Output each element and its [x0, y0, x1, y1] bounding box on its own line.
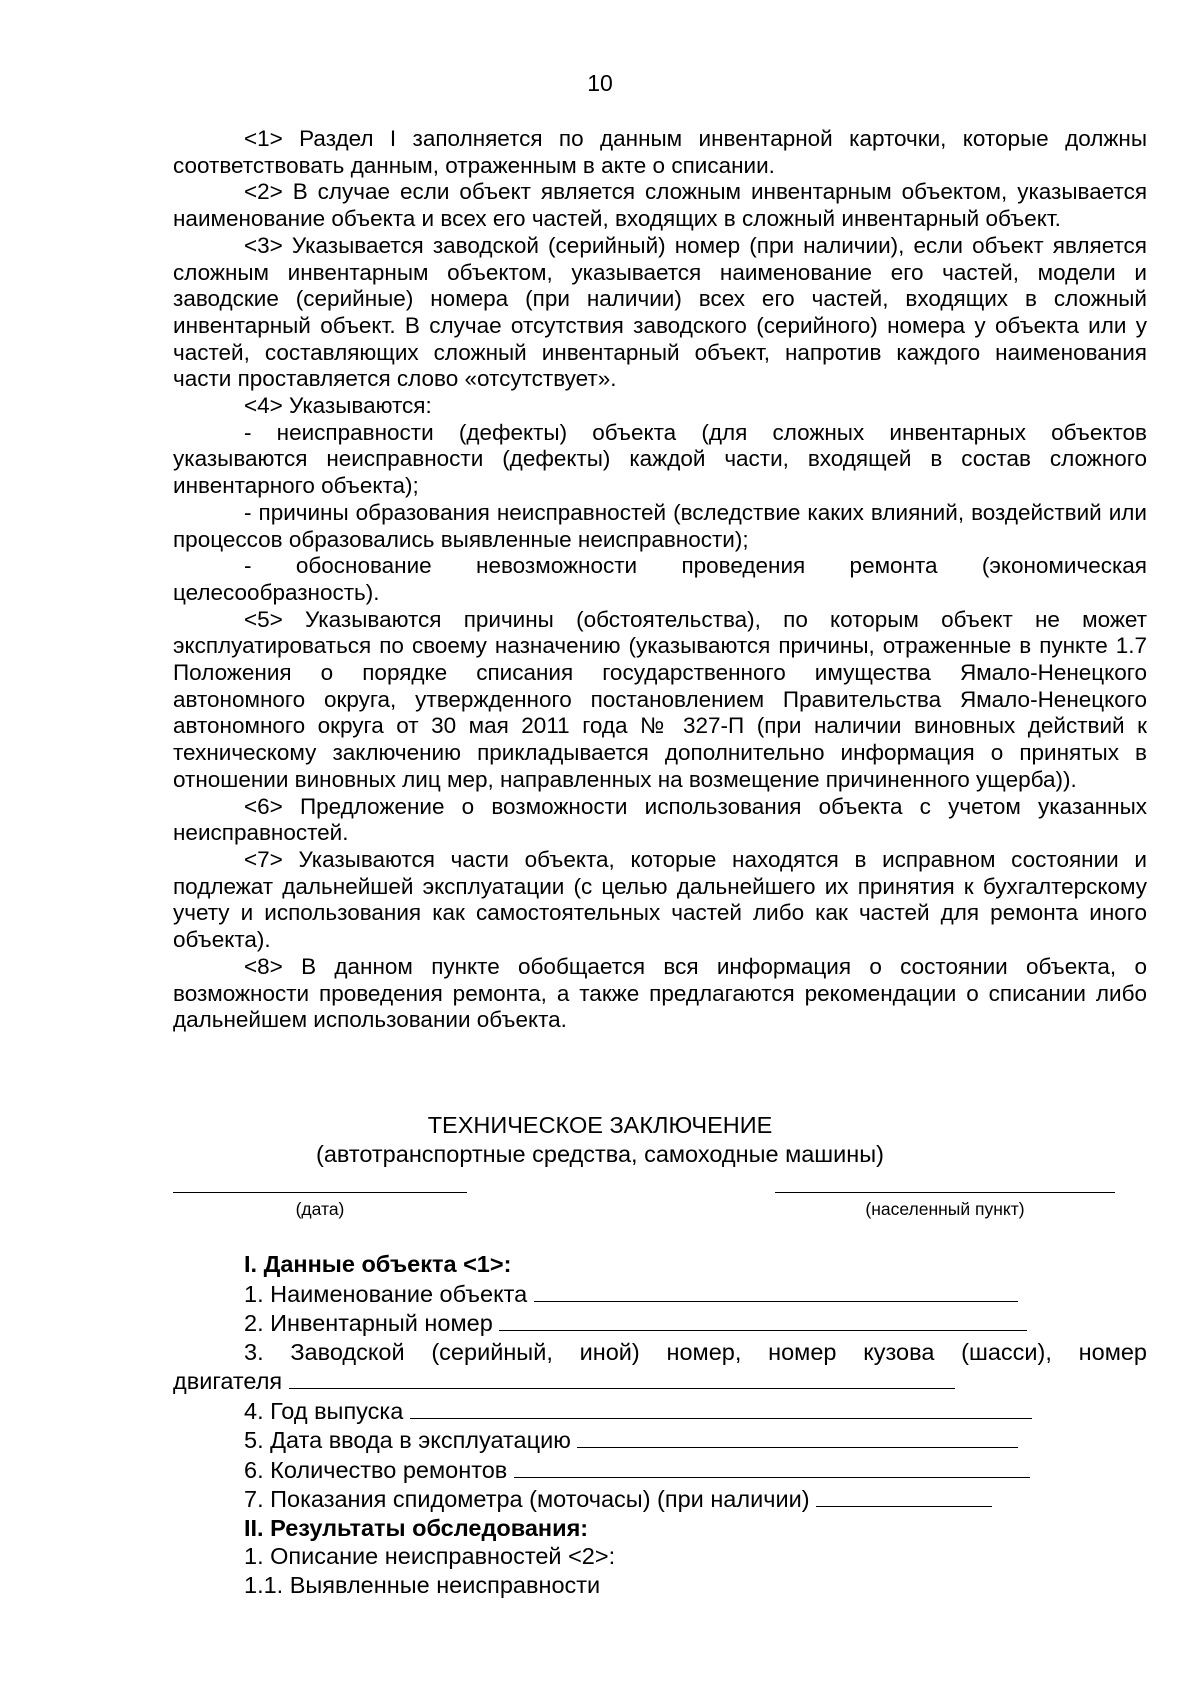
- footnote-4-item-causes: - причины образования неисправностей (вследствие каких влияний, воздействий или процессов образовались выявленные неисправности);: [173, 499, 1147, 552]
- field-object-name: [173, 1279, 1147, 1309]
- page-number: 10: [587, 70, 613, 96]
- item-detected-defects: 1.1. Выявленные неисправности: [244, 1571, 601, 1598]
- field-commission-date: [173, 1425, 1147, 1455]
- field-engine-number-label: двигателя: [173, 1368, 283, 1394]
- date-blank-line: [173, 1192, 467, 1193]
- footnote-6: <6> Предложение о возможности использования объекта с учетом указанных неисправностей.: [173, 793, 1147, 846]
- footnote-5: <5> Указываются причины (обстоятельства), по которым объект не может эксплуатироваться по своему назначению (указываются причины, отраженные в пункте 1.7 Положения о порядке списания государственного имущества Ямало-Ненецкого автономного округа, утвержденного постановлением Правительства Ямало-Ненецкого автономного округа от 30 мая 2011 года № 327-П (при наличии виновных действий к техническому заключению прикладывается дополнительно информация о принятых в отношении виновных лиц мер, направленных на возмещение причиненного ущерба)).: [173, 606, 1147, 792]
- field-odometer: [173, 1484, 1147, 1514]
- footnote-7: <7> Указываются части объекта, которые находятся в исправном состоянии и подлежат дальнейшей эксплуатации (с целью дальнейшего их принятия к бухгалтерскому учету и использования как самостоятельных частей либо как частей для ремонта иного объекта).: [173, 846, 1147, 953]
- place-caption: (населенный пункт): [865, 1199, 1025, 1219]
- footnote-2: <2> В случае если объект является сложным инвентарным объектом, указывается наименование объекта и всех его частей, входящих в сложный инвентарный объект.: [173, 179, 1147, 232]
- repairs-count-blank: [514, 1455, 1030, 1478]
- footnote-1: <1> Раздел I заполняется по данным инвентарной карточки, которые должны соответствовать данным, отраженным в акте о списании.: [173, 126, 1147, 178]
- place-blank-line: [775, 1192, 1115, 1193]
- form-subtitle: (автотранспортные средства, самоходные машины): [316, 1141, 884, 1167]
- field-serial-number: 3. Заводской (серийный, иной) номер, номер кузова (шасси), номер: [244, 1338, 1147, 1365]
- field-inventory-number-label: 2. Инвентарный номер: [244, 1310, 493, 1336]
- date-caption: (дата): [295, 1199, 345, 1219]
- field-year-label: 4. Год выпуска: [244, 1397, 404, 1424]
- engine-number-blank: [289, 1366, 955, 1389]
- inventory-number-blank: [499, 1308, 1027, 1331]
- form-title-block: [0, 1111, 1200, 1169]
- footnote-4: <4> Указываются:: [244, 393, 432, 419]
- form-title: ТЕХНИЧЕСКОЕ ЗАКЛЮЧЕНИЕ: [427, 1112, 773, 1138]
- section-2-heading: II. Результаты обследования:: [244, 1514, 589, 1541]
- field-repairs-count-label: 6. Количество ремонтов: [244, 1456, 508, 1483]
- item-defects-description: 1. Описание неисправностей <2>:: [244, 1543, 616, 1569]
- footnote-8: <8> В данном пункте обобщается вся информация о состоянии объекта, о возможности проведения ремонта, а также предлагаются рекомендации о списании либо дальнейшем использовании объекта.: [173, 953, 1147, 1033]
- object-name-blank: [534, 1279, 1018, 1302]
- field-repairs-count: [173, 1455, 1147, 1485]
- odometer-blank: [816, 1484, 992, 1507]
- footnote-4-item-justification: - обоснование невозможности проведения ремонта (экономическая целесообразность).: [173, 553, 1147, 605]
- field-year: [173, 1396, 1147, 1426]
- field-commission-date-label: 5. Дата ввода в эксплуатацию: [244, 1427, 571, 1453]
- footnote-4-item-defects: - неисправности (дефекты) объекта (для сложных инвентарных объектов указываются неисправности (дефекты) каждой части, входящей в состав сложного инвентарного объекта);: [173, 419, 1147, 499]
- field-odometer-label: 7. Показания спидометра (моточасы) (при наличии): [244, 1486, 810, 1512]
- field-engine-number: [173, 1366, 1147, 1396]
- field-object-name-label: 1. Наименование объекта: [244, 1280, 528, 1307]
- section-1-heading: I. Данные объекта <1>:: [244, 1251, 512, 1277]
- footnotes-block: [173, 126, 1147, 1034]
- footnote-3: <3> Указывается заводской (серийный) номер (при наличии), если объект является сложным инвентарным объектом, указывается наименование его частей, модели и заводские (серийные) номера (при наличии) всех его частей, входящих в сложный инвентарный объект. В случае отсутствия заводского (серийного) номера у объекта или у частей, составляющих сложный инвентарный объект, напротив каждого наименования части проставляется слово «отсутствует».: [173, 232, 1147, 392]
- field-inventory-number: [173, 1308, 1147, 1338]
- form-fields: [173, 1250, 1147, 1599]
- commission-date-blank: [577, 1425, 1018, 1448]
- year-blank: [410, 1396, 1032, 1419]
